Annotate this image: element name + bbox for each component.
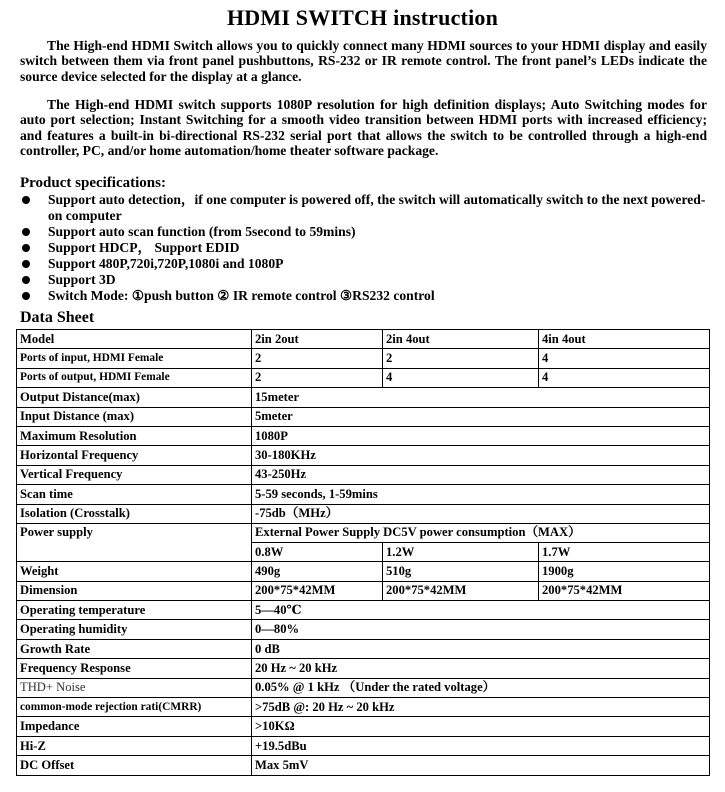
cell: 4in 4out [539,330,710,349]
row-label: Operating temperature [17,601,252,620]
cell: 200*75*42MM [252,581,383,600]
row-label: common-mode rejection rati(CMRR) [17,698,252,717]
row-label: Frequency Response [17,659,252,678]
cell: 200*75*42MM [539,581,710,600]
cell: 2 [252,349,383,368]
cell: -75db（MHz） [252,504,710,523]
row-label: DC Offset [17,756,252,775]
table-row [17,388,710,407]
table-row [17,523,710,542]
row-label: Ports of output, HDMI Female [17,368,252,387]
cell: +19.5dBu [252,736,710,755]
table-row [17,736,710,755]
table-row [17,678,710,697]
intro-paragraph-1: The High-end HDMI Switch allows you to quickly connect many HDMI sources to your HDMI display and easily switch between them via front panel pushbuttons, RS-232 or IR remote control. The front panel’s LEDs indicate the source device selected for the display at a glance. [20,38,707,84]
cell: 0.05% @ 1 kHz （Under the rated voltage） [252,678,710,697]
spec-item [20,288,710,304]
cell: 0—80% [252,620,710,639]
cell: 15meter [252,388,710,407]
datasheet-heading: Data Sheet [20,309,95,326]
row-label: Hi-Z [17,736,252,755]
cell: 200*75*42MM [383,581,539,600]
spec-item [20,256,710,272]
table-row [17,426,710,445]
cell: 2 [383,349,539,368]
bullet-icon [22,260,30,268]
row-label: Ports of input, HDMI Female [17,349,252,368]
intro-paragraph-2: The High-end HDMI switch supports 1080P resolution for high definition displays; Auto Switching modes for auto port selection; Instant Switching for a smooth video transition between HDMI ports with increased efficiency; and features a built-in bi-directional RS-232 serial port that allows the switch to be controlled through a high-end controller, PC, and/or home automation/home theater software package. [20,97,707,159]
cell: 510g [383,562,539,581]
table-row [17,368,710,387]
table-row [17,349,710,368]
bullet-icon [22,292,30,300]
row-label: Output Distance(max) [17,388,252,407]
spec-text: Support 3D [48,272,116,287]
cell: 490g [252,562,383,581]
cell: 2in 2out [252,330,383,349]
cell: 1900g [539,562,710,581]
cell: 1.2W [383,542,539,561]
table-row [17,407,710,426]
row-label: Model [17,330,252,349]
cell: 1.7W [539,542,710,561]
cell: External Power Supply DC5V power consumption（MAX） [252,523,710,542]
cell: 5meter [252,407,710,426]
row-label: Isolation (Crosstalk) [17,504,252,523]
table-row [17,717,710,736]
spec-item [20,240,710,256]
row-label: Maximum Resolution [17,426,252,445]
row-label: Growth Rate [17,639,252,658]
spec-item [20,192,710,224]
table-row [17,485,710,504]
row-label: Vertical Frequency [17,465,252,484]
cell: 0 dB [252,639,710,658]
cell: 2in 4out [383,330,539,349]
table-row [17,465,710,484]
table-row [17,581,710,600]
datasheet-table [16,329,710,776]
cell: 4 [539,368,710,387]
cell: 4 [383,368,539,387]
table-row [17,639,710,658]
row-label: Operating humidity [17,620,252,639]
spec-text: Support 480P,720i,720P,1080i and 1080P [48,256,284,271]
table-row [17,446,710,465]
table-row [17,601,710,620]
spec-text: Support auto scan function (from 5second to 59mins) [48,224,356,239]
row-label: Scan time [17,485,252,504]
row-label: THD+ Noise [17,678,252,697]
cell: 20 Hz ~ 20 kHz [252,659,710,678]
bullet-icon [22,244,30,252]
cell: 5-59 seconds, 1-59mins [252,485,710,504]
spec-item [20,224,710,240]
bullet-icon [22,228,30,236]
table-row [17,330,710,349]
row-label: Weight [17,562,252,581]
table-row [17,659,710,678]
cell: 4 [539,349,710,368]
spec-item [20,272,710,288]
row-label: Impedance [17,717,252,736]
row-label: Horizontal Frequency [17,446,252,465]
cell: >10KΩ [252,717,710,736]
cell: 2 [252,368,383,387]
bullet-icon [22,276,30,284]
row-label: Power supply [17,523,252,561]
document-title: HDMI SWITCH instruction [226,5,499,30]
cell: >75dB @: 20 Hz ~ 20 kHz [252,698,710,717]
spec-text: Support auto detection，if one computer is powered off, the switch will automatically switch to the next powered-on computer [48,192,706,223]
bullet-icon [22,196,30,204]
row-label: Dimension [17,581,252,600]
spec-text: Switch Mode: ①push button ② IR remote control ③RS232 control [48,288,435,303]
specs-heading: Product specifications: [20,175,166,191]
table-row [17,756,710,775]
table-row [17,620,710,639]
table-row [17,562,710,581]
cell: 30-180KHz [252,446,710,465]
specs-list [20,192,710,304]
spec-text: Support HDCP， Support EDID [48,240,240,255]
cell: Max 5mV [252,756,710,775]
table-row [17,698,710,717]
cell: 0.8W [252,542,383,561]
cell: 43-250Hz [252,465,710,484]
row-label: Input Distance (max) [17,407,252,426]
table-row [17,504,710,523]
cell: 1080P [252,426,710,445]
cell: 5—40℃ [252,601,710,620]
